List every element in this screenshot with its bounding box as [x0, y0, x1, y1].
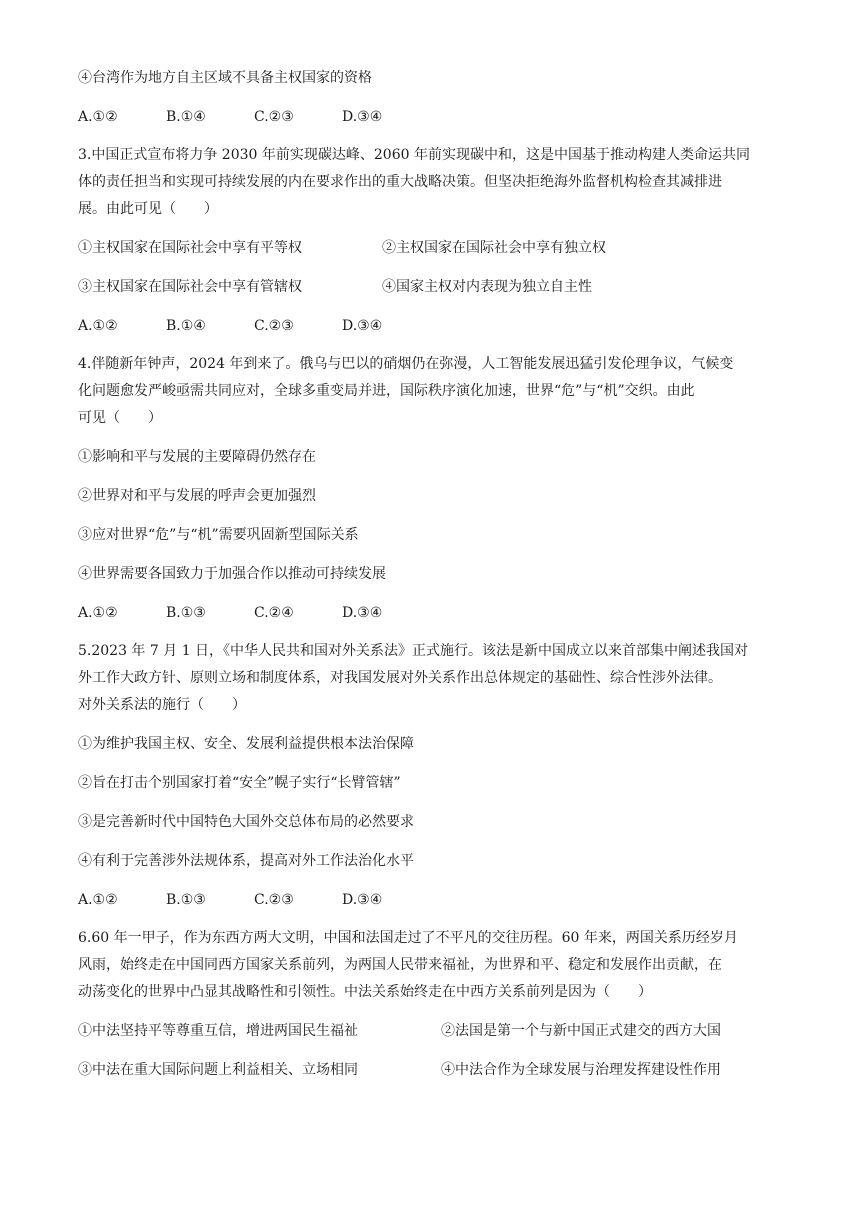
q3-stem-line-1: 3.中国正式宣布将力争 2030 年前实现碳达峰、2060 年前实现碳中和，这是中国基于推动构建人类命运共同 — [78, 147, 750, 163]
q6-stem-line-1: 6.60 年一甲子，作为东西方两大文明，中国和法国走过了不平凡的交往历程。60 年来，两国关系历经岁月 — [78, 930, 738, 946]
q3-items-row-1 — [78, 238, 606, 258]
q3-choice-b[interactable]: B.①④ — [166, 318, 206, 334]
q3-choices — [78, 316, 430, 336]
q4-choice-a[interactable]: A.①② — [78, 605, 118, 621]
q3-stem-line-2: 体的责任担当和实现可持续发展的内在要求作出的重大战略决策。但坚决拒绝海外监督机构检查其减排进 — [78, 174, 722, 190]
q5-choice-c[interactable]: C.②③ — [254, 892, 294, 908]
q3-item-3: ③主权国家在国际社会中享有管辖权 — [78, 279, 302, 295]
q2-choice-d[interactable]: D.③④ — [342, 109, 383, 125]
q6-items-row-2 — [78, 1060, 721, 1080]
q5-stem-line-3: 对外关系法的施行（ ） — [78, 697, 246, 713]
q5-item-1: ①为维护我国主权、安全、发展利益提供根本法治保障 — [78, 736, 414, 752]
q4-stem-line-3: 可见（ ） — [78, 410, 162, 426]
q4-choice-b[interactable]: B.①③ — [166, 605, 206, 621]
q5-item-2: ②旨在打击个别国家打着“安全”幌子实行“长臂管辖” — [78, 775, 401, 791]
q4-item-1: ①影响和平与发展的主要障碍仍然存在 — [78, 449, 316, 465]
q4-item-4: ④世界需要各国致力于加强合作以推动可持续发展 — [78, 566, 386, 582]
q6-item-1: ①中法坚持平等尊重互信，增进两国民生福祉 — [78, 1023, 358, 1039]
q5-choice-b[interactable]: B.①③ — [166, 892, 206, 908]
q2-choice-a[interactable]: A.①② — [78, 109, 118, 125]
q3-item-1: ①主权国家在国际社会中享有平等权 — [78, 240, 302, 256]
q2-choices — [78, 107, 430, 127]
q6-stem-line-3: 动荡变化的世界中凸显其战略性和引领性。中法关系始终走在中西方关系前列是因为（ ） — [78, 984, 652, 1000]
q5-choice-d[interactable]: D.③④ — [342, 892, 383, 908]
q5-item-3: ③是完善新时代中国特色大国外交总体布局的必然要求 — [78, 814, 414, 830]
q4-choice-d[interactable]: D.③④ — [342, 605, 383, 621]
q6-item-3: ③中法在重大国际问题上利益相关、立场相同 — [78, 1062, 358, 1078]
q6-stem-line-2: 风雨，始终走在中国同西方国家关系前列，为两国人民带来福祉，为世界和平、稳定和发展作出贡献，在 — [78, 957, 722, 973]
q5-item-4: ④有利于完善涉外法规体系，提高对外工作法治化水平 — [78, 853, 414, 869]
q3-item-2: ②主权国家在国际社会中享有独立权 — [382, 240, 606, 256]
q5-choice-a[interactable]: A.①② — [78, 892, 118, 908]
q3-item-4: ④国家主权对内表现为独立自主性 — [382, 279, 592, 295]
q6-items-row-1 — [78, 1021, 721, 1041]
q2-choice-c[interactable]: C.②③ — [254, 109, 294, 125]
q6-item-2: ②法国是第一个与新中国正式建交的西方大国 — [441, 1023, 721, 1039]
q2-item-4: ④台湾作为地方自主区域不具备主权国家的资格 — [78, 70, 372, 86]
q3-choice-d[interactable]: D.③④ — [342, 318, 383, 334]
q4-stem-line-2: 化问题愈发严峻亟需共同应对，全球多重变局并进，国际秩序演化加速，世界“危”与“机”交织。由此 — [78, 383, 695, 399]
q3-choice-c[interactable]: C.②③ — [254, 318, 294, 334]
q4-item-3: ③应对世界“危”与“机”需要巩固新型国际关系 — [78, 527, 359, 543]
q6-item-4: ④中法合作为全球发展与治理发挥建设性作用 — [441, 1062, 721, 1078]
q4-stem-line-1: 4.伴随新年钟声，2024 年到来了。俄乌与巴以的硝烟仍在弥漫，人工智能发展迅猛引发伦理争议，气候变 — [78, 356, 734, 372]
q5-choices — [78, 890, 430, 910]
q4-choices — [78, 603, 430, 623]
q4-choice-c[interactable]: C.②④ — [254, 605, 294, 621]
q3-choice-a[interactable]: A.①② — [78, 318, 118, 334]
q4-item-2: ②世界对和平与发展的呼声会更加强烈 — [78, 488, 316, 504]
q5-stem-line-2: 外工作大政方针、原则立场和制度体系，对我国发展对外关系作出总体规定的基础性、综合性涉外法律。 — [78, 670, 722, 686]
q3-stem-line-3: 展。由此可见（ ） — [78, 201, 218, 217]
q2-choice-b[interactable]: B.①④ — [166, 109, 206, 125]
q3-items-row-2 — [78, 277, 592, 297]
q5-stem-line-1: 5.2023 年 7 月 1 日，《中华人民共和国对外关系法》正式施行。该法是新中国成立以来首部集中阐述我国对 — [78, 643, 749, 659]
